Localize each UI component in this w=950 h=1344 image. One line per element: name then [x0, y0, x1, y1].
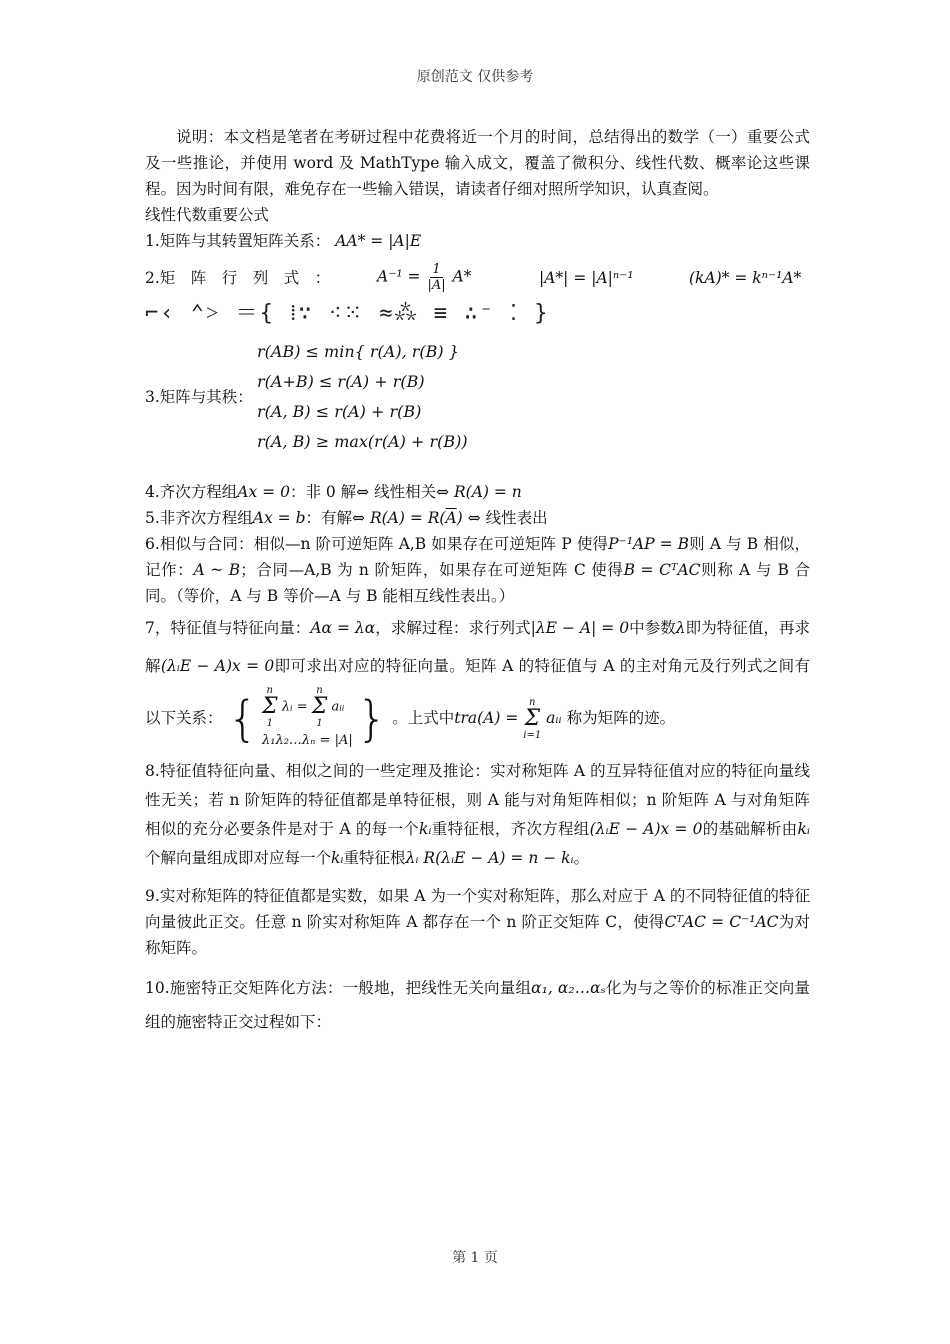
item-7-lambda: λ — [675, 619, 686, 637]
item-7-solve-eq: (λᵢE − A)x = 0 — [160, 657, 275, 675]
inverse-fraction: $\frac{1}{|A|}$ — [427, 262, 446, 293]
item-9-eq: CᵀAC = C⁻¹AC — [664, 913, 779, 931]
item-3-label: 3.矩阵与其秩： — [145, 388, 253, 406]
item-2 — [145, 262, 810, 293]
rank-line: r(A, B) ≥ max(r(A) + r(B)) — [257, 432, 468, 451]
trace-relation: n Σ 1 λᵢ = n Σ 1 aᵢᵢ — [262, 685, 345, 729]
item-5-eq: Ax = b — [252, 509, 306, 527]
item-7-eigen-eq: Aα = λα — [310, 619, 376, 637]
item-1-formula: AA* = |A|E — [335, 232, 422, 250]
rank-inequalities — [257, 337, 468, 457]
rank-line: r(AB) ≤ min{ r(A), r(B) } — [257, 342, 459, 361]
item-8-rank-eq: λᵢ R(λᵢE − A) = n − kᵢ — [405, 849, 574, 867]
item-1 — [145, 228, 810, 254]
item-5-rank: $R(A) = R(\overline{A})$ — [369, 509, 463, 527]
item-4-eq: Ax = 0 — [237, 483, 290, 501]
item-4-rank: R(A) = n — [454, 483, 522, 501]
item-10: 10.施密特正交矩阵化方法：一般地，把线性无关向量组α₁, α₂…αₛ化为与之等价的标准正交向量组的施密特正交过程如下： — [145, 979, 810, 1031]
item-5: 5.非齐次方程组Ax = b：有解⇔ $R(A) = R(\overline{A})$ ⇔ 线性表出 — [145, 509, 548, 527]
intro-paragraph: 说明：本文档是笔者在考研过程中花费将近一个月的时间，总结得出的数学（一）重要公式及一些推论，并使用 word 及 MathType 输入成文，覆盖了微积分、线性代数、概率论这些课程。因为时间有限，难免存在一些输入错误，请读者仔细对照所学知识，认真查阅。 — [145, 128, 810, 198]
item-6: 6.相似与合同：相似—n 阶可逆矩阵 A,B 如果存在可逆矩阵 P 使得P⁻¹AP = B则 A 与 B 相似，记作：A ~ B；合同—A,B 为 n 阶矩阵，如果存在可逆矩阵 C 使得B = CᵀAC则称 A 与 B 合同。（等价，A 与 B 等价—A 与 B 能相互线性表出。） — [145, 535, 811, 605]
item-8-k: kᵢ — [419, 820, 432, 838]
item-2-formula-inverse: A⁻¹ = $\frac{1}{|A|}$ A* — [377, 262, 472, 293]
trace-term: aᵢᵢ — [546, 709, 562, 727]
item-4: 4.齐次方程组Ax = 0：非 0 解⇔ 线性相关⇔ R(A) = n — [145, 483, 522, 501]
determinant-relation: λ₁λ₂…λₙ = |A| — [262, 733, 353, 748]
item-2-label: 2.矩 阵 行 列 式 ： — [145, 268, 331, 287]
item-8-eq: (λᵢE − A)x = 0 — [589, 820, 703, 838]
item-7-char-eq: |λE − A| = 0 — [530, 619, 630, 637]
item-10-vectors: α₁, α₂…αₛ — [531, 979, 606, 997]
item-6-similar-formula: P⁻¹AP = B — [608, 535, 690, 553]
trace-definition-lhs: tra(A) = — [454, 709, 519, 727]
item-7: 7，特征值与特征向量：Aα = λα，求解过程：求行列式|λE − A| = 0中参数λ即为特征值，再求解(λᵢE − A)x = 0即可求出对应的特征向量。矩阵 A 的特征值与 A 的主对角元及行列式之间有以下关系： { n Σ 1 λᵢ = n Σ 1 aᵢᵢ λ₁λ₂…λₙ = |A| } 。上式中tra(A) = n Σ i=1 aᵢᵢ 称为矩阵的迹。 — [145, 609, 810, 753]
page-footer: 第 1 页 — [452, 1250, 498, 1266]
section-title: 线性代数重要公式 — [145, 206, 270, 224]
rank-line: r(A, B) ≤ r(A) + r(B) — [257, 402, 422, 421]
item-6-similar-notation: A ~ B — [193, 561, 241, 579]
item-2-formula-scalar: (kA)* = kⁿ⁻¹A* — [689, 268, 802, 287]
item-1-label: 1.矩阵与其转置矩阵关系： — [145, 232, 331, 250]
eigen-relation-system: { n Σ 1 λᵢ = n Σ 1 aᵢᵢ λ₁λ₂…λₙ = |A| } — [227, 685, 387, 753]
item-8: 8.特征值特征向量、相似之间的一些定理及推论：实对称矩阵 A 的互异特征值对应的特征向量线性无关；若 n 阶矩阵的特征值都是单特征根，则 A 能与对角矩阵相似；n 阶矩阵 A 与对角矩阵相似的充分必要条件是对于 A 的每一个kᵢ重特征根，齐次方程组(λᵢE − A)x = 0的基础解析由kᵢ个解向量组成即对应每一个kᵢ重特征根λᵢ R(λᵢE − A) = n − kᵢ。 — [145, 762, 810, 867]
garbled-formula-line: ⌐‹ ⌃˃ ＝{ ⁞∵ ⁖⁙ ≈⁂ ≡ ∴⁻ ⁚ } — [145, 301, 550, 326]
item-2-formula-adjoint-det: |A*| = |A|ⁿ⁻¹ — [539, 268, 634, 287]
item-9: 9.实对称矩阵的特征值都是实数，如果 A 为一个实对称矩阵，那么对应于 A 的不同特征值的特征向量彼此正交。任意 n 阶实对称矩阵 A 都存在一个 n 阶正交矩阵 C，使得CᵀAC = C⁻¹AC为对称矩阵。 — [145, 887, 810, 957]
item-3 — [145, 337, 810, 457]
rank-line: r(A+B) ≤ r(A) + r(B) — [257, 372, 425, 391]
trace-sum: n Σ i=1 — [523, 697, 542, 741]
page-header: 原创范文 仅供参考 — [416, 69, 534, 85]
document-body — [145, 124, 810, 1039]
item-6-congruent-formula: B = CᵀAC — [623, 561, 701, 579]
